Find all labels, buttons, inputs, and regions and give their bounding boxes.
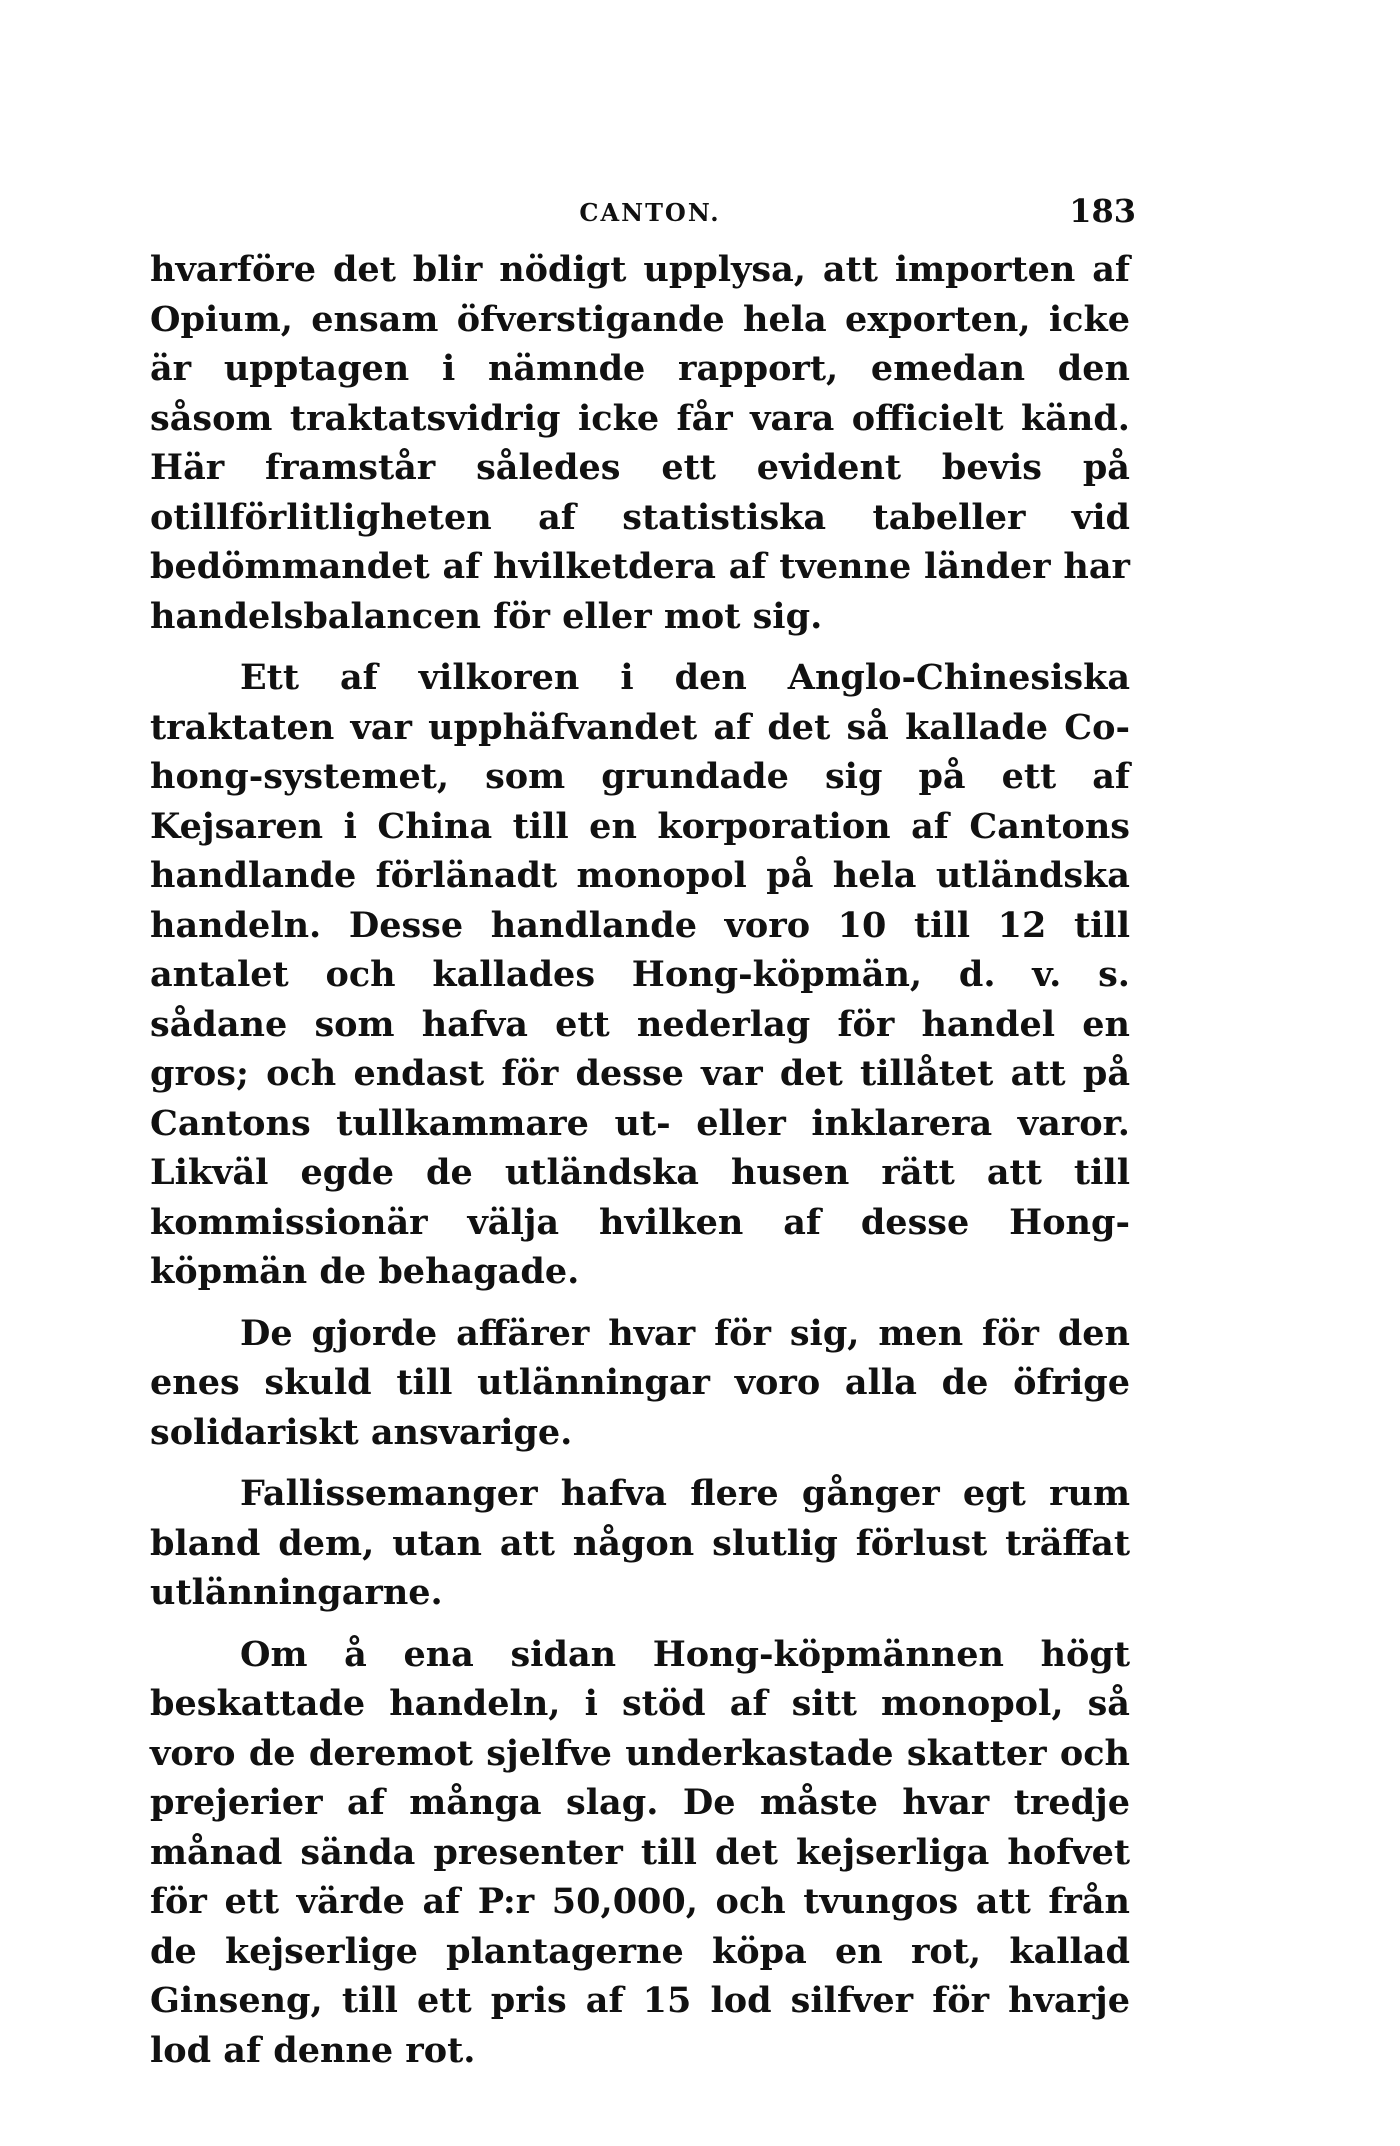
paragraph-bankruptcies: Fallissemanger hafva flere gånger egt rum bland dem, utan att någon slutlig förlust träffat utlänningarne.: [150, 1473, 1130, 1613]
paragraph-affairs: De gjorde affärer hvar för sig, men för den enes skuld till utlänningar voro alla de öfrige solidariskt ansvarige.: [150, 1312, 1130, 1453]
paragraph-cohong-system: Ett af vilkoren i den Anglo-Chinesiska traktaten var upphäfvandet af det så kallade Co-hong-systemet, som grundade sig på ett af Kejsaren i China till en korporation af Cantons handlande förlänadt monopol på hela utländska handeln. Desse handlande voro 10 till 12 till antalet och kallades Hong-köpmän, d. v. s. sådane som hafva ett nederlag för handel en gros; och endast för desse var det tillåtet att på Cantons tullkammare ut- eller inklarera varor. Likväl egde de utländska husen rätt att till kommissionär välja hvilken af desse Hong-köpmän de behagade.: [150, 657, 1130, 1292]
body-text: [150, 245, 1130, 2075]
page-number: 183: [1069, 192, 1136, 230]
running-head: CANTON.: [579, 198, 721, 227]
paragraph-continuation: hvarföre det blir nödigt upplysa, att importen af Opium, ensam öfverstigande hela exporten, icke är upptagen i nämnde rapport, emedan den såsom traktatsvidrig icke får vara officielt känd. Här framstår således ett evident bevis på otillförlitligheten af statistiska tabeller vid bedömmandet af hvilketdera af tvenne länder har handelsbalancen för eller mot sig.: [150, 249, 1130, 637]
page-header: [150, 192, 1150, 232]
paragraph-taxation: Om å ena sidan Hong-köpmännen högt beskattade handeln, i stöd af sitt monopol, så voro de deremot sjelfve underkastade skatter och prejerier af många slag. De måste hvar tredje månad sända presenter till det kejserliga hofvet för ett värde af P:r 50,000, och tvungos att från de kejserlige plantagerne köpa en rot, kallad Ginseng, till ett pris af 15 lod silfver för hvarje lod af denne rot.: [150, 1633, 1130, 2071]
